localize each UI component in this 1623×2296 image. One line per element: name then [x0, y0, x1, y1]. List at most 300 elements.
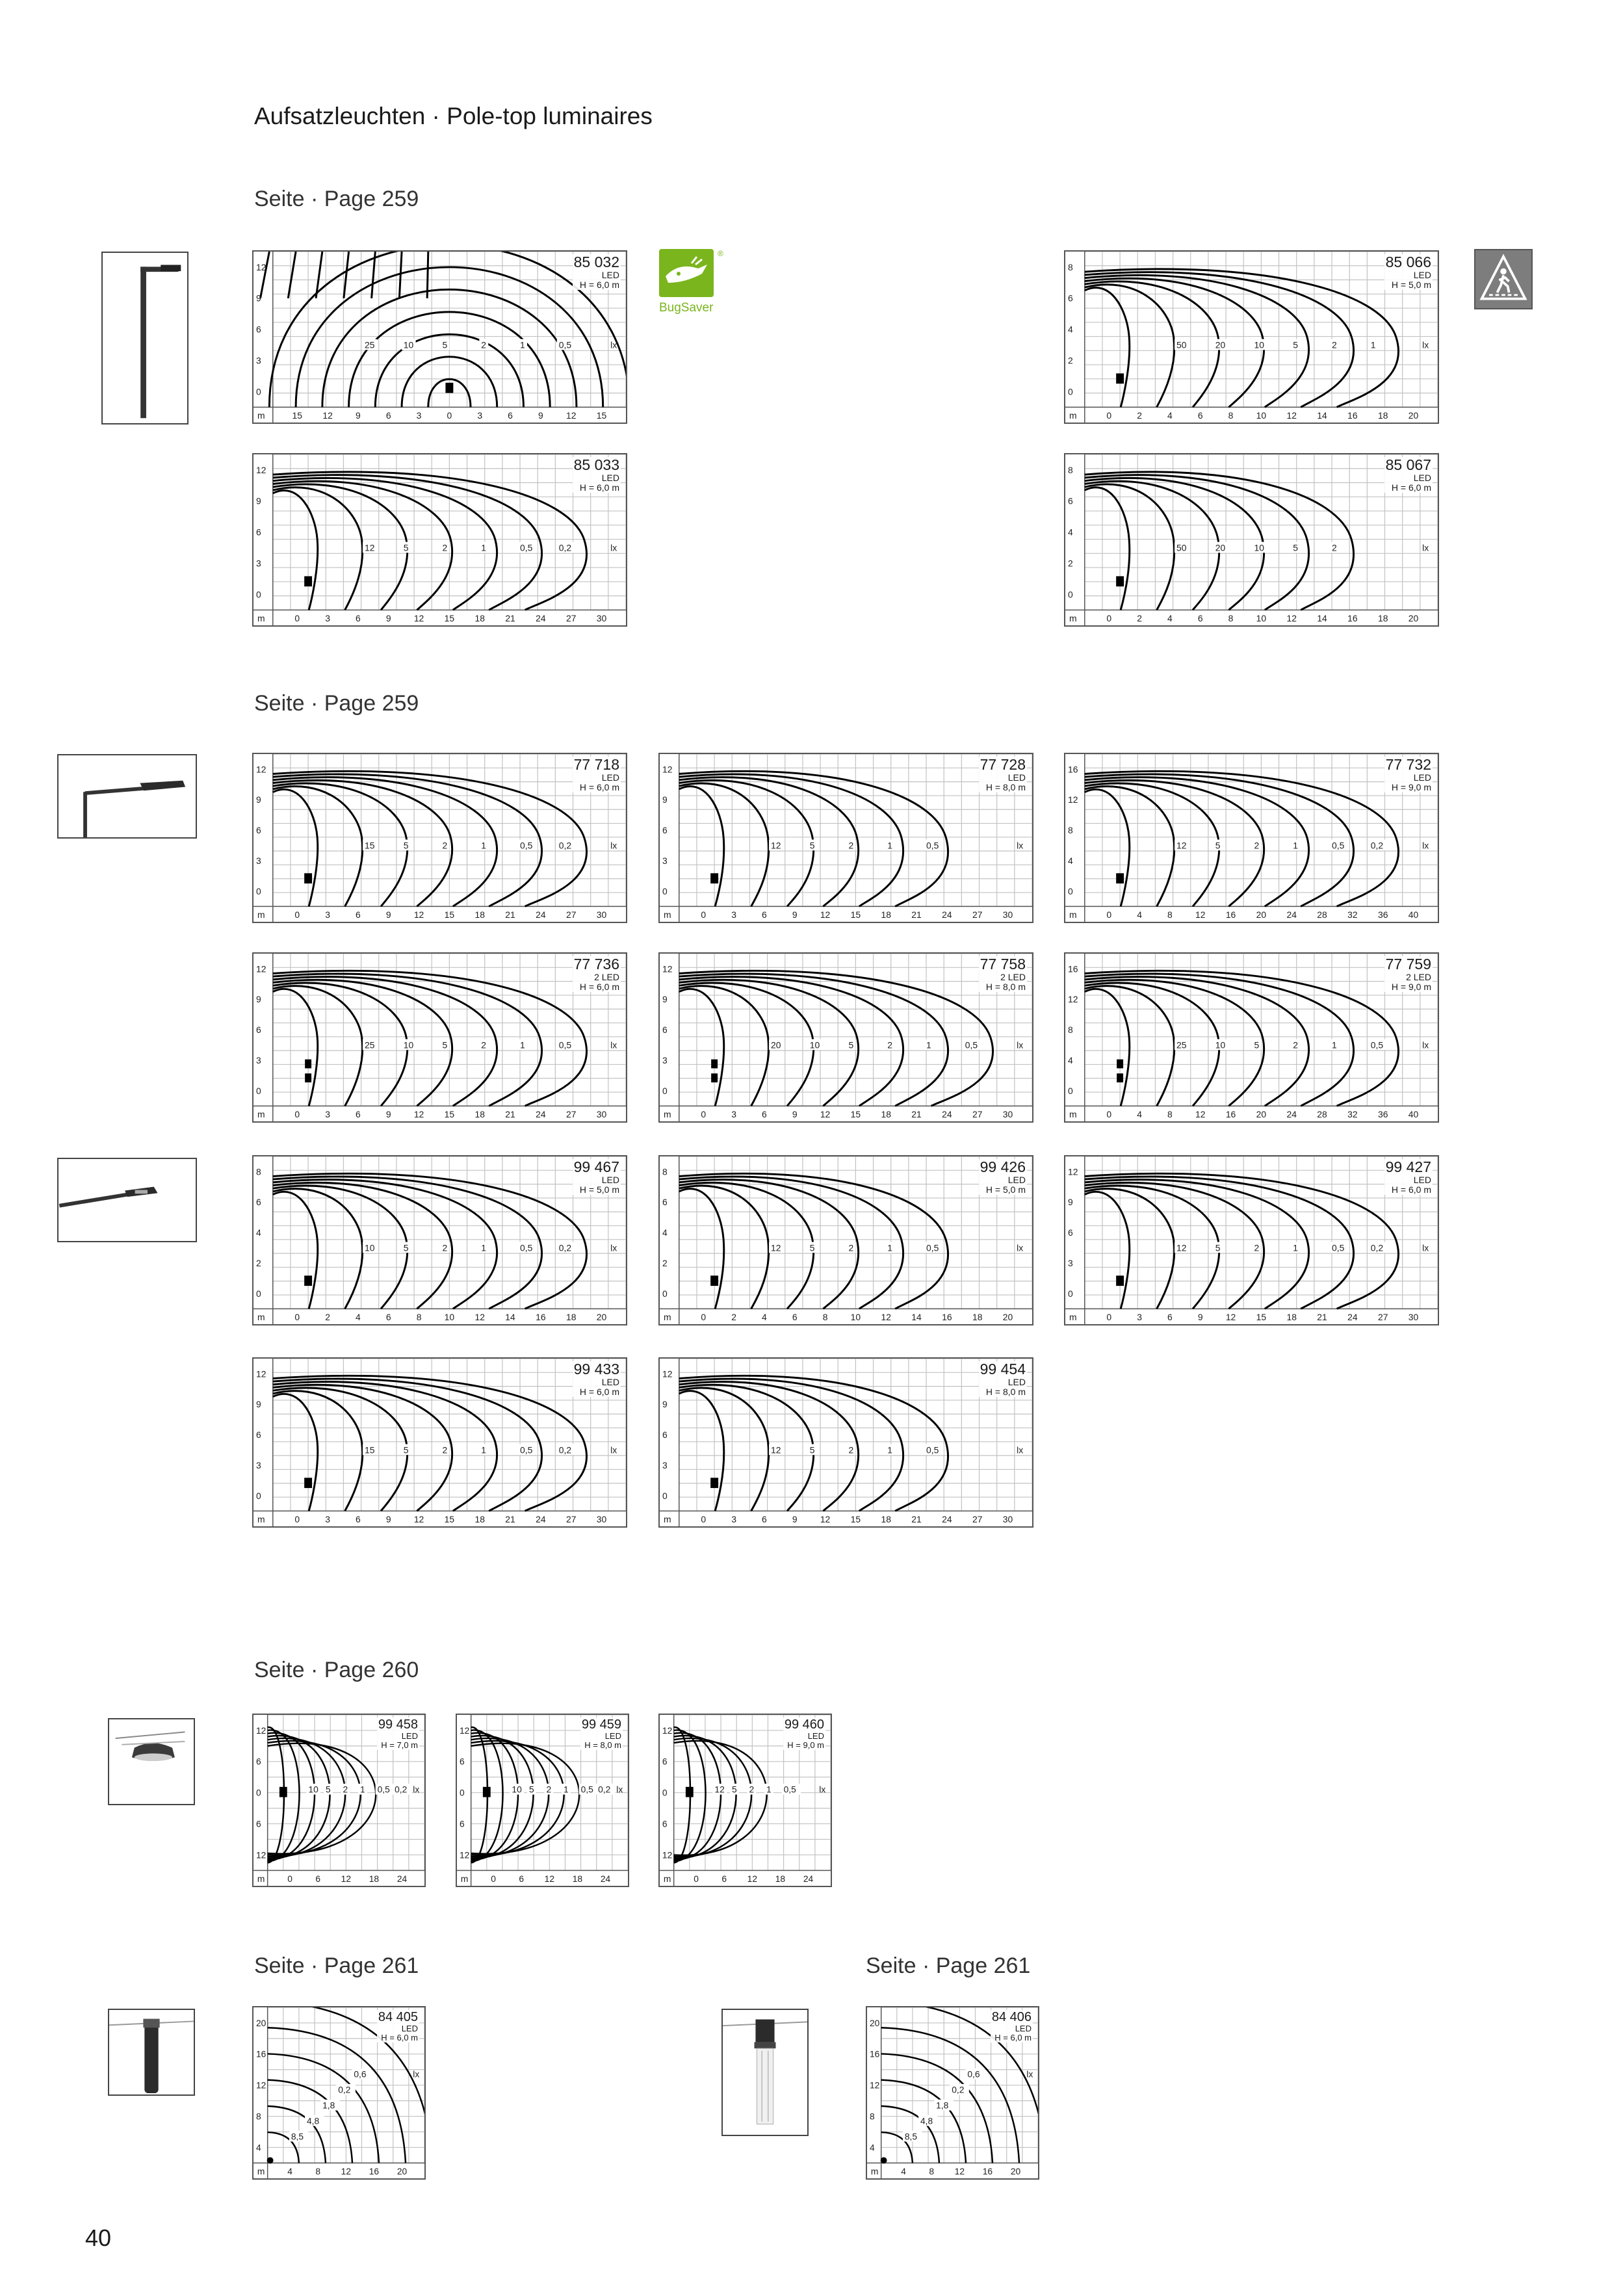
x-tick-label: 27	[565, 613, 577, 624]
iso-value-label: 10	[809, 1039, 820, 1050]
isolux-line	[1085, 789, 1130, 906]
y-tick-label: 0	[255, 1788, 261, 1798]
isolux-plot	[1065, 454, 1438, 625]
section-label-page-259-b: Seite · Page 259	[254, 691, 419, 716]
x-tick-label: 8	[1228, 613, 1234, 624]
x-tick-label: 18	[1377, 410, 1388, 421]
mounting-height: H = 5,0 m	[579, 1184, 619, 1195]
axis-unit-m: m	[257, 1874, 265, 1885]
y-tick-label: 6	[1067, 1227, 1073, 1238]
x-tick-label: 10	[850, 1312, 861, 1323]
x-tick-label: 27	[565, 1109, 577, 1120]
article-number: 77 759	[1385, 956, 1431, 972]
diagram-label	[573, 1361, 621, 1397]
x-tick-label: 30	[1002, 1514, 1013, 1525]
isolux-contours	[261, 252, 626, 407]
x-tick-label: 0	[701, 1312, 707, 1323]
x-tick-label: 9	[385, 1109, 391, 1120]
x-tick-label: 12	[341, 1874, 352, 1885]
y-tick-label: 8	[255, 2111, 261, 2122]
y-tick-label: 12	[255, 963, 266, 974]
x-tick-label: 16	[1347, 410, 1358, 421]
x-tick-label: 15	[596, 410, 607, 421]
y-tick-label: 4	[1067, 527, 1073, 538]
isolux-plot	[660, 754, 1032, 922]
iso-value-label: 1	[1370, 339, 1376, 350]
x-tick-label: 12	[1195, 1109, 1206, 1120]
isolux-contours	[1085, 771, 1399, 906]
axis-unit-m: m	[1069, 613, 1077, 624]
isolux-line	[1085, 475, 1309, 610]
iso-value-label: 12	[771, 1444, 781, 1455]
x-tick-label: 21	[1317, 1312, 1327, 1323]
y-tick-label: 6	[255, 1429, 261, 1441]
y-tick-label: 6	[1067, 293, 1073, 304]
isolux-diagram-77759	[1064, 952, 1439, 1123]
x-tick-label: 18	[565, 1312, 577, 1323]
x-tick-label: 24	[600, 1874, 611, 1885]
x-tick-label: 30	[1002, 909, 1013, 920]
y-tick-label: 0	[255, 386, 261, 397]
iso-value-label: 1,8	[322, 2100, 335, 2111]
y-tick-label: 9	[255, 994, 261, 1005]
x-tick-label: 9	[792, 1514, 798, 1525]
iso-value-label: 12	[1176, 1242, 1187, 1253]
x-tick-label: 2	[1137, 410, 1142, 421]
unit-label: lx	[1422, 1039, 1429, 1050]
pole-top-luminaire-thumbnail	[57, 1158, 197, 1242]
iso-value-label: 0,2	[1370, 840, 1384, 851]
article-number: 77 732	[1385, 756, 1431, 773]
x-tick-label: 15	[444, 1514, 455, 1525]
luminaire-marker	[710, 1275, 718, 1286]
arm-lamp-icon	[58, 755, 196, 837]
article-number: 85 067	[1385, 456, 1431, 473]
x-tick-label: 30	[596, 1514, 607, 1525]
axis-unit-m: m	[257, 613, 265, 624]
y-tick-label: 3	[255, 855, 261, 866]
x-tick-label: 18	[369, 1874, 380, 1885]
luminaire-marker	[710, 1478, 718, 1488]
x-tick-label: 24	[942, 1514, 952, 1525]
x-tick-label: 21	[911, 1109, 922, 1120]
x-tick-label: 6	[1197, 613, 1203, 624]
diagram-label	[1384, 457, 1433, 493]
iso-value-label: 5	[809, 840, 815, 851]
x-tick-label: 12	[413, 1514, 424, 1525]
x-tick-label: 9	[385, 909, 391, 920]
x-tick-label: 20	[1010, 2167, 1021, 2177]
x-tick-label: 6	[356, 1514, 361, 1525]
axis-unit-m: m	[257, 909, 265, 920]
x-tick-label: 27	[972, 909, 983, 920]
y-tick-label: 8	[1067, 825, 1073, 836]
iso-value-label: 0,5	[580, 1784, 593, 1795]
y-tick-label: 2	[662, 1258, 668, 1268]
x-tick-label: 3	[731, 1109, 736, 1120]
iso-value-label: 10	[1254, 542, 1264, 553]
luminaire-marker	[710, 873, 718, 883]
x-tick-label: 16	[1347, 613, 1358, 624]
x-tick-label: 4	[1167, 410, 1173, 421]
unit-label: lx	[1422, 1242, 1429, 1253]
x-tick-label: 18	[881, 1109, 891, 1120]
diagram-label	[783, 1717, 825, 1750]
iso-value-label: 5	[403, 542, 409, 553]
pole-top-luminaire-thumbnail	[101, 252, 188, 424]
y-tick-label: 12	[255, 1368, 266, 1379]
y-tick-label: 0	[662, 1490, 668, 1501]
iso-value-label: 10	[403, 1039, 414, 1050]
isolux-diagram-84405	[252, 2006, 426, 2180]
x-tick-label: 8	[822, 1312, 828, 1323]
x-tick-label: 28	[1317, 909, 1327, 920]
x-tick-label: 18	[572, 1874, 583, 1885]
x-tick-label: 15	[444, 909, 455, 920]
y-tick-label: 0	[255, 885, 261, 896]
x-tick-label: 14	[1317, 613, 1327, 624]
x-tick-label: 21	[911, 909, 922, 920]
isolux-line	[679, 1391, 724, 1511]
luminaire-marker	[445, 383, 453, 393]
iso-value-label: 1	[1293, 840, 1299, 851]
y-tick-label: 6	[662, 1429, 668, 1441]
isolux-line	[679, 1379, 903, 1511]
iso-value-label: 0,6	[967, 2069, 980, 2080]
x-tick-label: 9	[385, 1514, 391, 1525]
iso-value-label: 2	[343, 1784, 348, 1795]
x-tick-label: 8	[315, 2167, 321, 2177]
isolux-line	[1085, 488, 1130, 610]
y-tick-label: 9	[662, 994, 668, 1005]
lamp-type: LED	[604, 1731, 621, 1741]
iso-value-label: 0,2	[558, 840, 572, 851]
x-tick-label: 21	[505, 613, 515, 624]
iso-value-label: 1	[481, 1444, 487, 1455]
x-tick-label: 8	[929, 2167, 935, 2177]
pole-top-luminaire-thumbnail	[108, 1718, 195, 1805]
x-tick-label: 6	[385, 410, 391, 421]
y-tick-label: 0	[1067, 386, 1073, 397]
x-tick-label: 30	[1002, 1109, 1013, 1120]
iso-value-label: 12	[1176, 840, 1187, 851]
isolux-contours	[1085, 1173, 1399, 1309]
x-tick-label: 24	[536, 1109, 546, 1120]
iso-value-label: 5	[1254, 1039, 1260, 1050]
unit-label: lx	[1422, 840, 1429, 851]
bollard-lamp-icon	[109, 2010, 194, 2094]
iso-value-label: 8,5	[291, 2132, 304, 2142]
y-tick-label: 8	[255, 1166, 261, 1177]
street-lamp-icon	[58, 1159, 196, 1241]
x-tick-label: 12	[820, 909, 831, 920]
lamp-type: LED	[807, 1731, 824, 1741]
x-tick-label: 14	[1317, 410, 1327, 421]
pole-top-luminaire-thumbnail	[108, 2009, 195, 2096]
x-tick-label: 12	[820, 1109, 831, 1120]
diagram-label	[377, 2010, 419, 2042]
isolux-contours	[679, 1376, 948, 1511]
lamp-type: LED	[1015, 2024, 1032, 2033]
x-tick-label: 12	[413, 613, 424, 624]
y-tick-label: 0	[255, 1085, 261, 1096]
diagram-label	[1384, 254, 1433, 290]
iso-value-label: 10	[308, 1784, 318, 1795]
isolux-line	[1085, 1180, 1309, 1309]
y-tick-label: 12	[662, 1725, 673, 1736]
x-tick-label: 28	[1317, 1109, 1327, 1120]
isolux-line	[399, 252, 402, 298]
luminaire-marker	[711, 1073, 718, 1082]
x-tick-label: 36	[1377, 1109, 1388, 1120]
y-tick-label: 0	[1067, 885, 1073, 896]
x-tick-label: 12	[544, 1874, 555, 1885]
iso-value-label: 0,2	[1370, 1242, 1384, 1253]
iso-value-label: 25	[365, 339, 375, 350]
lamp-type: LED	[401, 1731, 418, 1741]
y-tick-label: 6	[255, 1197, 261, 1208]
luminaire-marker	[304, 1275, 312, 1286]
unit-label: lx	[1017, 840, 1024, 851]
y-tick-label: 4	[1067, 855, 1073, 866]
y-tick-label: 0	[255, 1288, 261, 1299]
x-tick-label: 12	[1225, 1312, 1236, 1323]
axis-unit-m: m	[257, 1514, 265, 1525]
pole-lamp-icon	[103, 253, 187, 423]
y-tick-label: 9	[662, 794, 668, 805]
diagram-label	[573, 254, 621, 290]
mounting-height: H = 8,0 m	[985, 982, 1026, 992]
iso-value-label: 0,2	[598, 1784, 611, 1795]
isolux-line	[1085, 1192, 1130, 1309]
iso-value-label: 2	[848, 1444, 854, 1455]
isolux-diagram-77728	[658, 753, 1033, 923]
iso-value-label: 5	[528, 1784, 534, 1795]
iso-value-label: 10	[1254, 339, 1264, 350]
lamp-type: 2 LED	[1000, 972, 1026, 982]
x-tick-label: 0	[1106, 909, 1112, 920]
iso-value-label: 0,5	[377, 1784, 390, 1795]
iso-value-label: 10	[1215, 1039, 1226, 1050]
x-tick-label: 30	[596, 909, 607, 920]
x-tick-label: 27	[972, 1514, 983, 1525]
mounting-height: H = 6,0 m	[579, 1387, 619, 1397]
mounting-height: H = 9,0 m	[787, 1740, 824, 1750]
y-tick-label: 6	[255, 1819, 261, 1829]
x-tick-label: 12	[413, 909, 424, 920]
y-tick-label: 9	[255, 1399, 261, 1410]
x-tick-label: 20	[1256, 909, 1267, 920]
x-tick-label: 9	[1197, 1312, 1203, 1323]
x-tick-label: 40	[1408, 1109, 1419, 1120]
article-number: 99 467	[573, 1158, 619, 1175]
isolux-line	[679, 774, 903, 906]
iso-value-label: 0,5	[783, 1784, 796, 1795]
luminaire-marker	[304, 1478, 312, 1488]
x-tick-label: 24	[803, 1874, 814, 1885]
iso-value-label: 12	[714, 1784, 725, 1795]
iso-value-label: 12	[771, 840, 781, 851]
mounting-height: H = 6,0 m	[579, 982, 619, 992]
x-tick-label: 24	[1286, 1109, 1297, 1120]
y-tick-label: 0	[255, 1490, 261, 1501]
pendant-lamp-icon	[109, 1719, 194, 1804]
lamp-type: 2 LED	[594, 972, 619, 982]
iso-value-label: 5	[1215, 1242, 1221, 1253]
x-tick-label: 16	[942, 1312, 952, 1323]
x-tick-label: 6	[1197, 410, 1203, 421]
luminaire-marker	[305, 1060, 311, 1069]
y-tick-label: 0	[662, 1288, 668, 1299]
isolux-plot	[1065, 1156, 1438, 1324]
x-tick-label: 27	[565, 909, 577, 920]
x-tick-label: 32	[1347, 1109, 1358, 1120]
x-tick-label: 30	[596, 1109, 607, 1120]
bugsaver-bug-icon	[659, 249, 714, 297]
isolux-contours	[273, 1376, 587, 1511]
unit-label: lx	[610, 1444, 617, 1455]
iso-value-label: 1	[481, 1242, 487, 1253]
iso-value-label: 0,2	[338, 2085, 351, 2095]
lamp-type: LED	[1007, 772, 1026, 783]
x-tick-label: 8	[1167, 1109, 1173, 1120]
iso-value-label: 0,5	[520, 1242, 533, 1253]
iso-value-label: 2	[442, 1444, 448, 1455]
y-tick-label: 3	[662, 855, 668, 866]
y-tick-label: 9	[255, 794, 261, 805]
y-tick-label: 20	[869, 2018, 880, 2028]
y-tick-label: 12	[255, 261, 266, 272]
page-number: 40	[85, 2224, 112, 2251]
y-tick-label: 2	[255, 1258, 261, 1268]
iso-value-label: 5	[1215, 840, 1221, 851]
x-tick-label: 9	[356, 410, 361, 421]
x-tick-label: 9	[385, 613, 391, 624]
x-tick-label: 20	[1408, 613, 1419, 624]
isolux-contours	[1085, 971, 1399, 1106]
x-tick-label: 4	[762, 1312, 767, 1323]
article-number: 77 758	[980, 956, 1026, 972]
pedestrian-crossing-icon	[1474, 249, 1533, 309]
article-number: 99 458	[378, 1717, 418, 1732]
isolux-plot	[660, 1359, 1032, 1526]
y-tick-label: 6	[662, 1756, 668, 1767]
iso-value-label: 1	[520, 339, 525, 350]
isolux-plot	[253, 754, 626, 922]
x-tick-label: 12	[565, 410, 577, 421]
diagram-label	[979, 1159, 1027, 1195]
x-tick-label: 24	[942, 909, 952, 920]
isolux-line	[1085, 989, 1130, 1106]
iso-value-label: 5	[442, 339, 448, 350]
iso-value-label: 0,2	[395, 1784, 408, 1795]
mounting-height: H = 8,0 m	[584, 1740, 621, 1750]
y-tick-label: 3	[662, 1055, 668, 1065]
iso-value-label: 2	[848, 1242, 854, 1253]
x-tick-label: 10	[1256, 410, 1267, 421]
x-tick-label: 2	[1137, 613, 1142, 624]
x-tick-label: 18	[881, 909, 891, 920]
iso-value-label: 5	[809, 1242, 815, 1253]
isolux-line	[679, 787, 724, 907]
y-tick-label: 6	[1067, 495, 1073, 506]
x-tick-label: 0	[294, 1514, 300, 1525]
unit-label: lx	[610, 339, 617, 350]
iso-value-label: 8,5	[904, 2132, 918, 2142]
x-tick-label: 16	[1225, 1109, 1236, 1120]
luminaire-marker	[711, 1060, 718, 1069]
diagram-label	[573, 956, 621, 992]
x-tick-label: 18	[1286, 1312, 1297, 1323]
x-tick-label: 3	[477, 410, 483, 421]
mounting-height: H = 7,0 m	[381, 1740, 418, 1750]
mounting-height: H = 6,0 m	[579, 280, 619, 290]
x-tick-label: 6	[315, 1874, 321, 1885]
y-tick-label: 6	[255, 324, 261, 335]
isolux-contours	[679, 771, 948, 906]
isolux-plot	[1065, 252, 1438, 423]
x-tick-label: 6	[792, 1312, 798, 1323]
y-tick-label: 6	[662, 1197, 668, 1208]
isolux-diagram-99427	[1064, 1155, 1439, 1325]
axis-unit-m: m	[257, 2167, 265, 2177]
x-tick-label: 15	[444, 613, 455, 624]
x-tick-label: 27	[972, 1109, 983, 1120]
y-tick-label: 4	[869, 2143, 875, 2153]
x-tick-label: 0	[694, 1874, 699, 1885]
y-tick-label: 4	[1067, 1055, 1073, 1065]
unit-label: lx	[819, 1784, 826, 1795]
y-tick-label: 8	[1067, 464, 1073, 475]
axis-unit-m: m	[663, 1312, 671, 1323]
isolux-diagram-99459	[456, 1714, 629, 1887]
iso-value-label: 25	[1176, 1039, 1187, 1050]
isolux-diagram-77718	[252, 753, 627, 923]
x-tick-label: 6	[356, 1109, 361, 1120]
isolux-line	[273, 478, 497, 610]
lamp-type: LED	[1007, 1377, 1026, 1387]
luminaire-marker	[881, 2157, 887, 2163]
x-tick-label: 16	[1225, 909, 1236, 920]
x-tick-label: 6	[762, 1514, 767, 1525]
article-number: 99 459	[581, 1717, 621, 1732]
isolux-line	[679, 977, 903, 1106]
iso-value-label: 2	[848, 840, 854, 851]
x-tick-label: 15	[1256, 1312, 1267, 1323]
x-tick-label: 24	[536, 1514, 546, 1525]
x-tick-label: 24	[1286, 909, 1297, 920]
x-tick-label: 12	[341, 2167, 352, 2177]
article-number: 85 066	[1385, 254, 1431, 270]
axis-unit-m: m	[257, 1312, 265, 1323]
x-tick-label: 3	[416, 410, 422, 421]
x-tick-label: 12	[474, 1312, 485, 1323]
isolux-line	[273, 1394, 318, 1511]
iso-value-label: 1	[926, 1039, 931, 1050]
iso-value-label: 0,5	[520, 840, 533, 851]
unit-label: lx	[1017, 1039, 1024, 1050]
x-tick-label: 16	[369, 2167, 380, 2177]
article-number: 85 032	[573, 254, 619, 270]
iso-value-label: 0,5	[1332, 840, 1345, 851]
isolux-line	[1085, 777, 1309, 907]
iso-value-label: 20	[771, 1039, 781, 1050]
y-tick-label: 3	[255, 355, 261, 366]
mounting-height: H = 5,0 m	[985, 1184, 1026, 1195]
axis-unit-m: m	[460, 1874, 469, 1885]
x-tick-label: 12	[1286, 410, 1297, 421]
x-tick-label: 3	[1137, 1312, 1142, 1323]
